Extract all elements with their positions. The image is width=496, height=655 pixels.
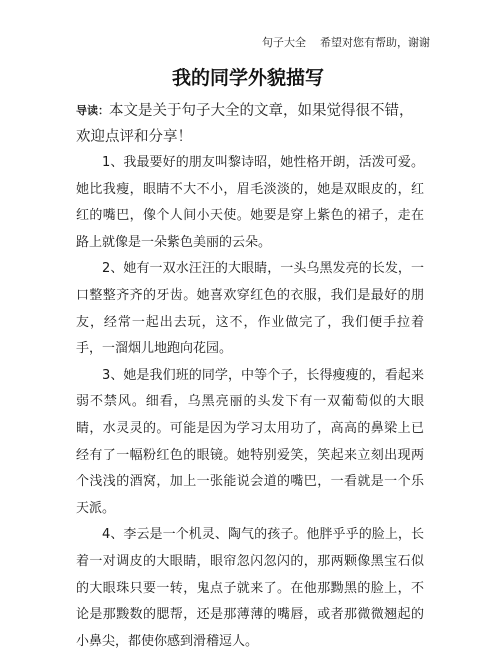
article-intro [76,98,426,150]
paragraph-2: 2、她有一双水汪汪的大眼睛，一头乌黑发亮的长发，一口整整齐齐的牙齿。她喜欢穿红色的衣服，我们是最好的朋友，经常一起出去玩，这不，作业做完了，我们便手拉着手，一溜烟儿地跑向花园。 [76,261,424,357]
intro-text: 本文是关于句子大全的文章，如果觉得很不错，欢迎点评和分享！ [76,103,414,145]
header-site-name: 句子大全 [262,36,306,49]
article-body [76,150,424,655]
paragraph-4: 4、李云是一个机灵、陶气的孩子。他胖乎乎的脸上，长着一对调皮的大眼睛，眼帘忽闪忽闪的，那两颗像黑宝石似的大眼珠只要一转，鬼点子就来了。在他那黝黑的脸上，不论是那黢数的腮帮，还是那薄薄的嘴唇，或者那微微翘起的小鼻尖，都使你感到滑稽逗人。 [76,527,424,649]
header-tagline: 希望对您有帮助，谢谢 [320,36,430,49]
paragraph-1: 1、我最要好的朋友叫黎诗昭，她性格开朗，活泼可爱。她比我瘦，眼睛不大不小，眉毛淡淡的，她是双眼皮的，红红的嘴巴，像个人间小天使。她要是穿上紫色的裙子，走在路上就像是一朵紫色美丽的云朵。 [76,155,424,250]
paragraph-3: 3、她是我们班的同学，中等个子，长得瘦瘦的，看起来弱不禁风。细看，乌黑亮丽的头发下有一双葡萄似的大眼睛，水灵灵的。可能是因为学习太用功了，高高的鼻梁上已经有了一幅粉红色的眼镜。她特别爱笑，笑起来立刻出现两个浅浅的酒窝，加上一张能说会道的嘴巴，一看就是一个乐天派。 [76,367,424,516]
intro-label: 导读： [76,104,109,117]
page-header [262,36,430,50]
article-title: 我的同学外貌描写 [171,67,324,89]
